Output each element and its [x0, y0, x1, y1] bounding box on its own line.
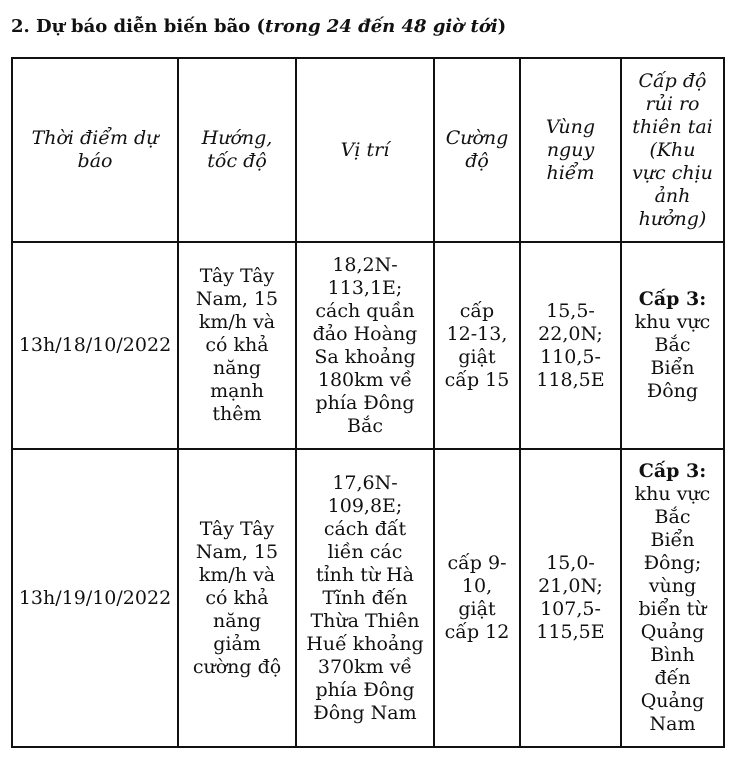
cell-time: 13h/18/10/2022 [12, 242, 178, 449]
cell-time: 13h/19/10/2022 [12, 449, 178, 747]
risk-level-label: Cấp 3: [638, 460, 707, 482]
risk-area-text: khu vực Bắc Biển Đông [634, 311, 711, 402]
cell-position: 18,2N- 113,1E; cách quần đảo Hoàng Sa khoảng 180km về phía Đông Bắc [296, 242, 434, 449]
forecast-table [11, 57, 725, 748]
cell-direction: Tây Tây Nam, 15 km/h và có khả năng mạnh thêm [178, 242, 296, 449]
cell-risk [621, 242, 724, 449]
heading-italic-text: trong 24 đến 48 giờ tới [265, 16, 498, 37]
column-header-risk-level: Cấp độ rủi ro thiên tai (Khu vực chịu ảnh hưởng) [621, 58, 724, 242]
cell-danger-zone: 15,0- 21,0N; 107,5- 115,5E [520, 449, 621, 747]
cell-intensity: cấp 9- 10, giật cấp 12 [434, 449, 520, 747]
column-header-time: Thời điểm dự báo [12, 58, 178, 242]
column-header-position: Vị trí [296, 58, 434, 242]
column-header-danger-zone: Vùng nguy hiểm [520, 58, 621, 242]
table-row [12, 449, 724, 747]
column-header-intensity: Cường độ [434, 58, 520, 242]
cell-danger-zone: 15,5- 22,0N; 110,5- 118,5E [520, 242, 621, 449]
risk-level-label: Cấp 3: [638, 288, 707, 310]
cell-direction: Tây Tây Nam, 15 km/h và có khả năng giảm cường độ [178, 449, 296, 747]
section-heading [11, 15, 506, 39]
cell-position: 17,6N- 109,8E; cách đất liền các tỉnh từ Hà Tĩnh đến Thừa Thiên Huế khoảng 370km về phía Đông Đông Nam [296, 449, 434, 747]
heading-bold-text: 2. Dự báo diễn biến bão ( [11, 16, 266, 37]
risk-area-text: khu vực Bắc Biển Đông; vùng biển từ Quảng Bình đến Quảng Nam [634, 483, 711, 735]
table-row [12, 242, 724, 449]
table-header-row [12, 58, 724, 242]
heading-close-text: ) [497, 16, 507, 37]
cell-risk [621, 449, 724, 747]
column-header-direction: Hướng, tốc độ [178, 58, 296, 242]
cell-intensity: cấp 12-13, giật cấp 15 [434, 242, 520, 449]
